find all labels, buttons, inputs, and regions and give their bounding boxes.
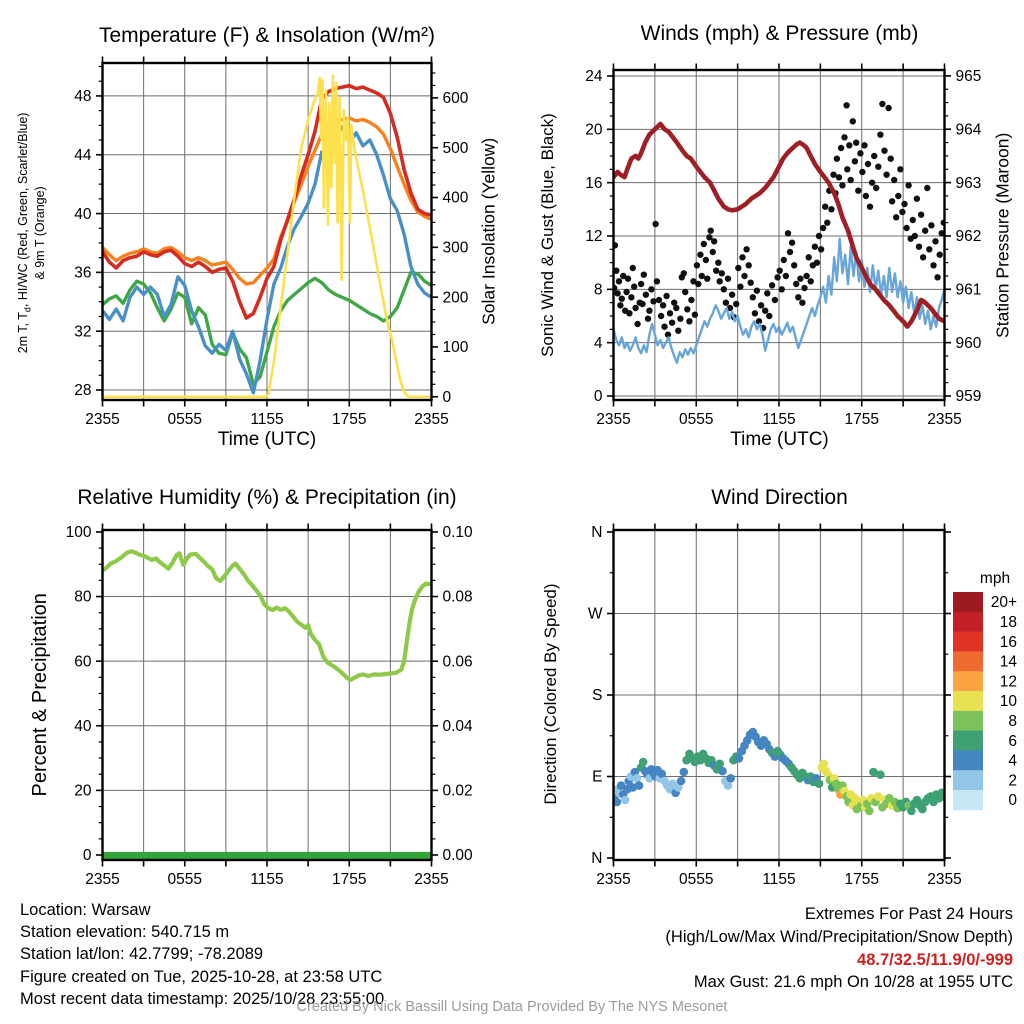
temp-left-axis-label-line1: 2m T, $T_d$, HI/WC (Red, Green, Scarlet/Blue) [16, 112, 33, 354]
station-info-block [20, 899, 384, 1010]
winds-x-axis-label: Time (UTC) [730, 429, 829, 450]
svg-text:32: 32 [74, 323, 92, 341]
credit-line: Created By Nick Bassill Using Data Provided By The NYS Mesonet [296, 999, 728, 1015]
svg-text:1755: 1755 [844, 411, 879, 428]
data-timestamp: Most recent data timestamp: 2025/10/28 23:55:00 [20, 989, 385, 1008]
extremes-subtitle: (High/Low/Max Wind/Precipitation/Snow Depth) [665, 927, 1013, 946]
svg-text:36: 36 [74, 264, 92, 282]
svg-text:48: 48 [74, 88, 92, 106]
wind-direction-plot [588, 524, 1018, 889]
svg-text:N: N [591, 524, 603, 542]
svg-text:961: 961 [955, 281, 982, 299]
station-location: Location: Warsaw [20, 901, 151, 919]
svg-text:10: 10 [999, 693, 1017, 711]
extremes-block [665, 903, 1013, 994]
direction-axis-label: Direction (Colored By Speed) [540, 583, 560, 805]
svg-text:100: 100 [65, 524, 92, 542]
svg-text:100: 100 [442, 339, 469, 357]
speed-legend [953, 570, 1017, 810]
svg-text:80: 80 [74, 588, 92, 606]
svg-text:S: S [592, 687, 603, 705]
svg-text:W: W [587, 605, 603, 623]
svg-text:0.08: 0.08 [442, 588, 473, 606]
svg-text:20+: 20+ [990, 594, 1017, 612]
svg-text:N: N [591, 850, 603, 868]
extremes-values: 48.7/32.5/11.9/0/-999 [857, 950, 1013, 969]
temp-left-axis-label-line2: & 9m T (Orange) [33, 186, 48, 280]
svg-text:1155: 1155 [762, 871, 796, 888]
rh-chart-title: Relative Humidity (%) & Precipitation (in) [77, 486, 457, 509]
svg-text:0555: 0555 [167, 871, 202, 888]
svg-text:0: 0 [442, 388, 452, 406]
svg-text:1755: 1755 [844, 871, 879, 888]
svg-text:0555: 0555 [167, 411, 202, 428]
svg-text:16: 16 [999, 633, 1017, 651]
svg-text:60: 60 [74, 653, 92, 671]
svg-text:2355: 2355 [414, 871, 449, 888]
winds-chart-title: Winds (mph) & Pressure (mb) [640, 22, 919, 45]
svg-text:0: 0 [82, 847, 92, 865]
svg-text:0555: 0555 [679, 411, 714, 428]
temp-x-axis-label: Time (UTC) [217, 429, 317, 450]
station-latlon: Station lat/lon: 42.7799; -78.2089 [20, 945, 264, 964]
svg-text:963: 963 [955, 174, 982, 192]
pressure-right-axis-label: Station Pressure (Maroon) [992, 132, 1013, 338]
svg-text:28: 28 [74, 382, 92, 400]
svg-text:0.10: 0.10 [442, 524, 473, 542]
svg-text:200: 200 [442, 289, 469, 307]
svg-text:40: 40 [74, 717, 92, 735]
svg-text:18: 18 [999, 614, 1017, 631]
svg-text:24: 24 [585, 68, 603, 86]
svg-text:16: 16 [585, 174, 603, 192]
svg-text:2: 2 [1008, 772, 1017, 790]
svg-text:300: 300 [442, 239, 469, 257]
percent-precip-axis-label: Percent & Precipitation [29, 593, 52, 797]
svg-text:0.02: 0.02 [442, 782, 473, 800]
svg-text:0: 0 [1008, 792, 1017, 810]
svg-text:0: 0 [593, 388, 603, 406]
svg-text:40: 40 [74, 205, 92, 223]
svg-text:1755: 1755 [332, 871, 367, 888]
figure-created: Figure created on Tue, 2025-10-28, at 23:58 UTC [20, 967, 383, 986]
svg-text:2355: 2355 [596, 871, 631, 888]
svg-text:2355: 2355 [85, 411, 120, 428]
svg-text:12: 12 [999, 673, 1017, 691]
svg-text:mph: mph [979, 570, 1011, 587]
svg-text:20: 20 [74, 782, 92, 800]
svg-text:0555: 0555 [679, 871, 714, 888]
wind-left-axis-label: Sonic Wind & Gust (Blue, Black) [537, 113, 557, 357]
svg-text:500: 500 [442, 139, 469, 157]
svg-text:8: 8 [1008, 713, 1017, 730]
svg-text:960: 960 [955, 334, 982, 352]
temp-insolation-plot [74, 57, 468, 429]
extremes-title: Extremes For Past 24 Hours [804, 905, 1013, 923]
svg-text:2355: 2355 [85, 871, 120, 888]
svg-text:6: 6 [1008, 732, 1017, 750]
temp-left-axis-label [16, 65, 48, 401]
svg-text:2355: 2355 [414, 411, 449, 428]
max-gust: Max Gust: 21.6 mph On 10/28 at 1955 UTC [693, 973, 1013, 992]
svg-text:959: 959 [955, 388, 982, 406]
svg-text:8: 8 [593, 281, 603, 299]
svg-text:0.00: 0.00 [442, 847, 473, 865]
svg-text:965: 965 [955, 68, 982, 86]
station-elevation: Station elevation: 540.715 m [20, 923, 230, 942]
svg-text:1155: 1155 [250, 411, 284, 428]
svg-text:1155: 1155 [762, 411, 796, 428]
rh-precip-plot [66, 524, 473, 889]
svg-text:4: 4 [593, 334, 603, 352]
winds-pressure-plot [585, 64, 981, 429]
svg-text:E: E [592, 768, 603, 786]
svg-text:0.06: 0.06 [442, 653, 473, 671]
svg-text:1755: 1755 [332, 411, 367, 428]
svg-text:0.04: 0.04 [442, 717, 473, 735]
wind-dir-chart-title: Wind Direction [711, 486, 848, 509]
svg-text:2355: 2355 [596, 411, 631, 428]
svg-text:44: 44 [74, 146, 92, 164]
svg-text:964: 964 [955, 121, 982, 139]
svg-text:20: 20 [585, 121, 603, 139]
svg-text:14: 14 [999, 653, 1017, 671]
temp-chart-title: Temperature (F) & Insolation (W/m²) [98, 24, 436, 47]
svg-text:1155: 1155 [250, 871, 284, 888]
insolation-right-axis-label: Solar Insolation (Yellow) [478, 137, 499, 325]
svg-text:400: 400 [442, 189, 469, 207]
svg-text:2355: 2355 [927, 871, 962, 888]
svg-text:962: 962 [955, 228, 982, 246]
svg-text:600: 600 [442, 90, 469, 108]
svg-text:2355: 2355 [927, 411, 962, 428]
svg-text:4: 4 [1008, 752, 1017, 770]
svg-text:12: 12 [585, 228, 603, 246]
